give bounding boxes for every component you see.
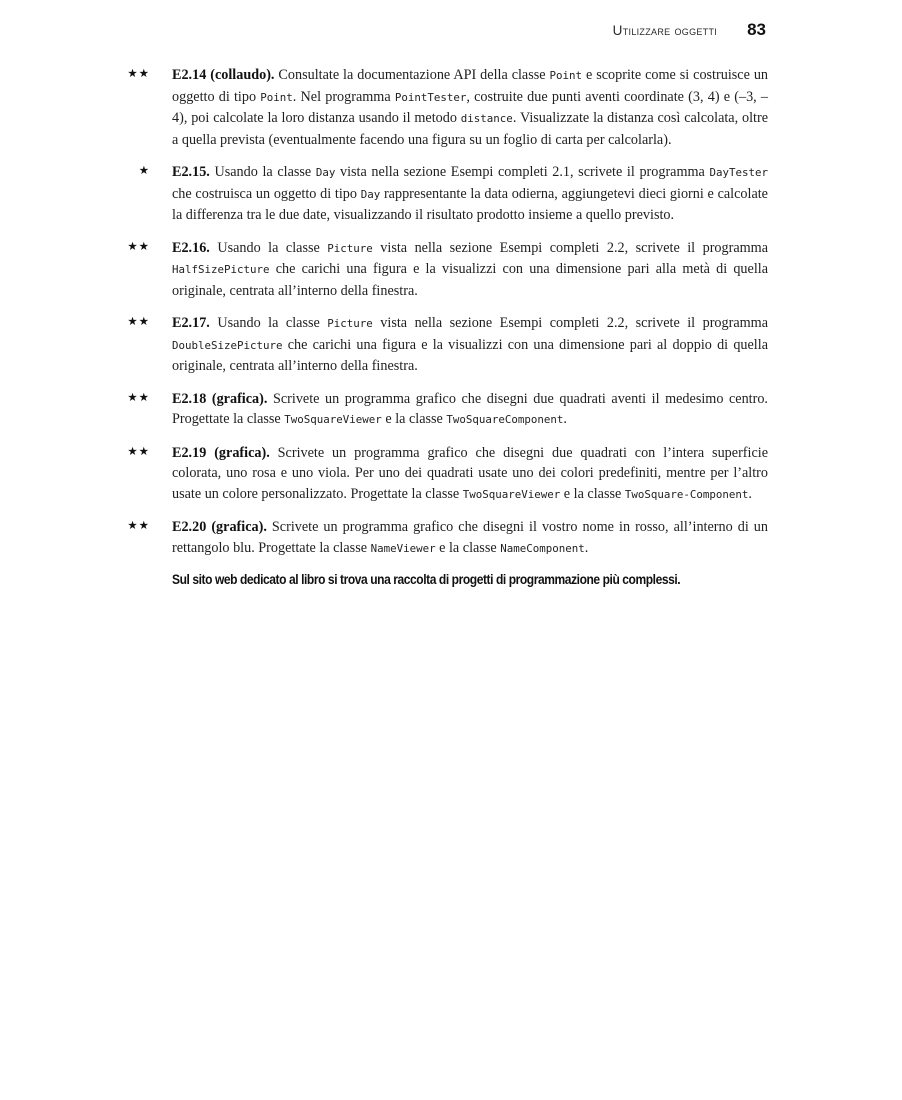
exercise-id: E2.20 (grafica). xyxy=(172,519,267,535)
exercise-text-run: . xyxy=(748,485,752,502)
code-identifier: DoubleSizePicture xyxy=(172,338,283,352)
code-identifier: TwoSquare-Component xyxy=(624,487,749,501)
exercise-text-run: Usando la classe xyxy=(209,239,328,256)
code-identifier: TwoSquareViewer xyxy=(462,487,561,501)
exercise-text-run: Usando la classe xyxy=(209,164,316,180)
code-identifier: NameComponent xyxy=(500,541,585,555)
code-identifier: TwoSquareComponent xyxy=(446,413,564,426)
exercise-text-run: vista nella sezione Esempi completi 2.1, scrivete il programma xyxy=(335,164,710,180)
code-identifier: DayTester xyxy=(709,166,768,179)
exercise-text-run: Usando la classe xyxy=(209,315,328,331)
code-identifier: Point xyxy=(549,69,583,82)
exercise-text xyxy=(172,238,768,302)
difficulty-stars: ★★ xyxy=(127,238,150,253)
page-header xyxy=(0,20,766,44)
exercise-text-run: Consultate la documentazione API della classe xyxy=(274,67,550,83)
exercise-text-run: e la classe xyxy=(435,539,501,556)
difficulty-stars: ★★ xyxy=(127,518,150,532)
code-identifier: PointTester xyxy=(394,90,467,104)
exercise-text xyxy=(172,65,768,150)
code-identifier: Picture xyxy=(327,317,373,330)
code-identifier: Picture xyxy=(327,241,373,255)
exercise-item xyxy=(0,238,902,302)
exercise-item xyxy=(0,389,902,431)
code-identifier: HalfSizePicture xyxy=(172,263,270,276)
exercise-id: E2.17. xyxy=(172,315,210,331)
exercise-text-run: Scrivete un programma grafico che disegni due quadrati con l’intera superficie colorata, uno rosa e uno viola. Per uno dei quadrati usate uno dei colori predefiniti, mentre per l’altro usate un colore personalizzato. Progettate la classe xyxy=(172,444,768,502)
exercise-text-run: che carichi una figura e la visualizzi con una dimensione pari alla metà di quella originale, centrata all’interno della finestra. xyxy=(172,261,768,299)
exercise-text xyxy=(172,517,768,559)
exercise-id: E2.15. xyxy=(172,164,210,180)
exercise-item xyxy=(0,162,902,226)
difficulty-stars: ★★ xyxy=(127,443,150,458)
exercise-text-run: che costruisca un oggetto di tipo xyxy=(172,185,361,202)
exercise-text-run: Scrivete un programma grafico che disegni il vostro nome in rosso, all’interno di un rettangolo blu. Progettate la classe xyxy=(172,519,768,556)
exercise-text xyxy=(172,313,768,377)
exercise-text xyxy=(172,162,768,226)
running-title: Utilizzare oggetti xyxy=(612,23,718,38)
difficulty-stars: ★★ xyxy=(127,314,150,328)
exercise-list xyxy=(0,65,902,587)
code-identifier: NameViewer xyxy=(370,541,436,555)
closing-note: Sul sito web dedicato al libro si trova una raccolta di progetti di programmazione più complessi. xyxy=(172,571,681,587)
exercise-id: E2.18 (grafica). xyxy=(172,390,268,407)
difficulty-stars: ★★ xyxy=(127,66,150,80)
code-identifier: Day xyxy=(315,166,336,179)
exercise-text-run: , costruite due punti aventi coordinate (3, 4) e (–3, –4), poi calcolate la loro distanza usando il metodo xyxy=(172,88,769,126)
code-identifier: distance xyxy=(460,112,513,125)
exercise-text-run: . xyxy=(584,539,589,556)
exercise-text-run: e la classe xyxy=(381,411,447,427)
exercise-text-run: . xyxy=(563,411,567,427)
difficulty-stars: ★★ xyxy=(127,389,150,404)
exercise-item xyxy=(0,443,902,506)
exercise-text-run: vista nella sezione Esempi completi 2.2, scrivete il programma xyxy=(372,239,769,256)
exercise-text-run: e scoprite come si costruisce un oggetto di tipo xyxy=(172,67,769,105)
exercise-text-run: e la classe xyxy=(560,485,625,502)
exercise-id: E2.16. xyxy=(172,239,210,256)
exercise-text xyxy=(172,443,768,506)
exercise-id: E2.14 (collaudo). xyxy=(172,67,275,83)
code-identifier: Day xyxy=(360,187,381,201)
exercise-text-run: vista nella sezione Esempi completi 2.2, scrivete il programma xyxy=(372,315,769,331)
exercise-id: E2.19 (grafica). xyxy=(172,444,270,461)
exercise-text-run: che carichi una figura e la visualizzi con una dimensione pari al doppio di quella originale, centrata all’interno della finestra. xyxy=(172,336,768,374)
exercise-item xyxy=(0,65,902,150)
exercise-item xyxy=(0,517,902,559)
exercise-item xyxy=(0,313,902,377)
exercise-text-run: . Nel programma xyxy=(292,88,395,105)
page-number: 83 xyxy=(747,20,766,39)
exercise-text xyxy=(172,389,768,431)
difficulty-stars: ★ xyxy=(138,163,150,177)
exercise-text-run: rappresentante la data odierna, aggiungetevi dieci giorni e calcolate la differenza tra le due date, visualizzando il risultato prodotto insieme a quello previsto. xyxy=(172,185,768,223)
exercise-text-run: . Visualizzate la distanza così calcolata, oltre a quella prevista (eventualmente facendo una figura su un foglio di carta per calcolarla). xyxy=(172,110,769,148)
exercise-text-run: Scrivete un programma grafico che disegni due quadrati aventi il medesimo centro. Progettate la classe xyxy=(172,390,768,427)
code-identifier: TwoSquareViewer xyxy=(284,413,382,426)
code-identifier: Point xyxy=(260,90,293,104)
